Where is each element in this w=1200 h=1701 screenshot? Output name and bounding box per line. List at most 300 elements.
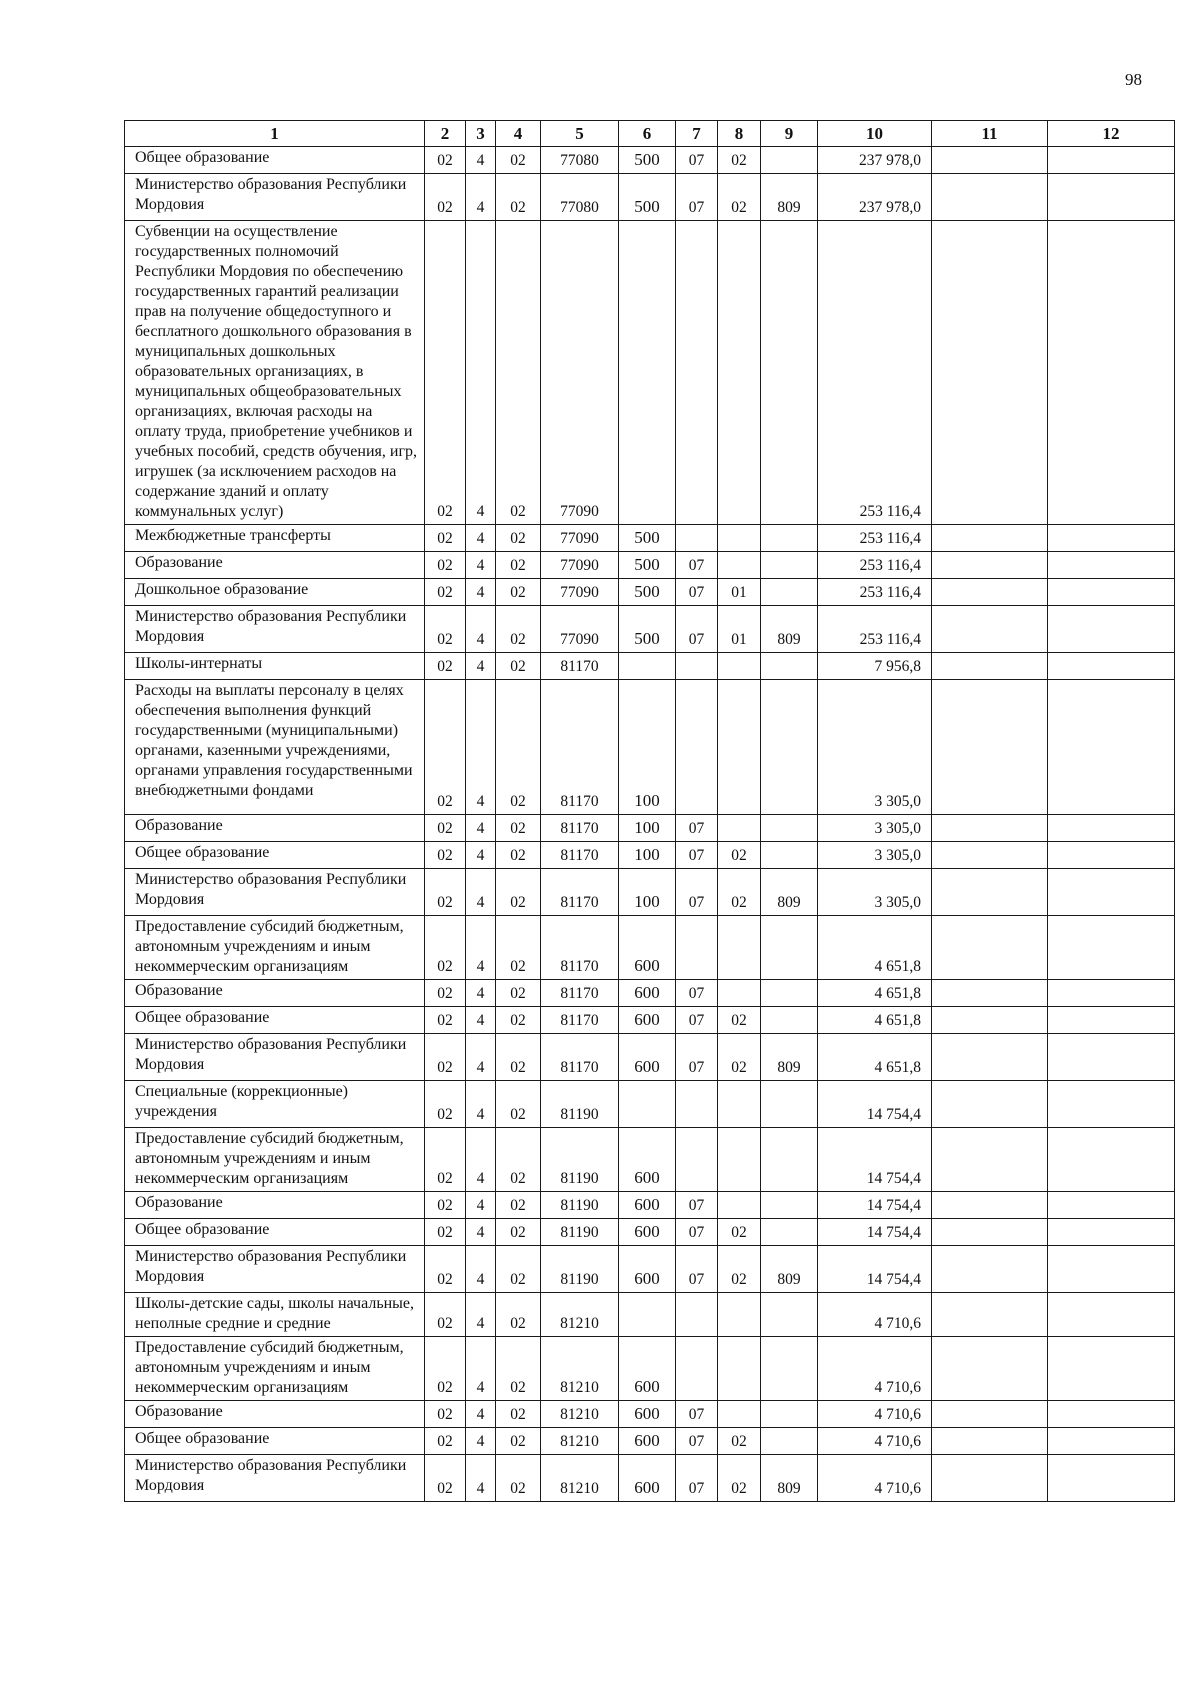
row-amount: 3 305,0: [818, 680, 932, 815]
cell-col-6: 500: [619, 606, 676, 653]
row-name: Общее образование: [125, 842, 425, 869]
cell-col-5: 81190: [541, 1246, 619, 1293]
cell-col-12: [1048, 815, 1175, 842]
cell-col-8: [718, 653, 761, 680]
cell-col-9: 809: [761, 1034, 818, 1081]
cell-col-7: 07: [676, 1007, 718, 1034]
row-name: Министерство образования Республики Мордовия: [125, 1246, 425, 1293]
row-amount: 14 754,4: [818, 1192, 932, 1219]
row-amount: 3 305,0: [818, 869, 932, 916]
cell-col-5: 81210: [541, 1337, 619, 1401]
cell-col-3: 4: [466, 1007, 496, 1034]
row-amount: 3 305,0: [818, 842, 932, 869]
cell-col-6: [619, 1293, 676, 1337]
table-row: [125, 1455, 1175, 1502]
row-amount: 14 754,4: [818, 1081, 932, 1128]
cell-col-11: [932, 1081, 1048, 1128]
cell-col-5: 81190: [541, 1128, 619, 1192]
table-row: [125, 1034, 1175, 1081]
cell-col-6: 600: [619, 1128, 676, 1192]
row-amount: 253 116,4: [818, 221, 932, 525]
cell-col-12: [1048, 869, 1175, 916]
cell-col-7: 07: [676, 147, 718, 174]
cell-col-12: [1048, 916, 1175, 980]
table-row: [125, 1219, 1175, 1246]
cell-col-6: 600: [619, 1246, 676, 1293]
cell-col-7: 07: [676, 1401, 718, 1428]
row-name: Общее образование: [125, 1428, 425, 1455]
cell-col-12: [1048, 980, 1175, 1007]
cell-col-4: 02: [496, 1455, 541, 1502]
cell-col-7: [676, 1337, 718, 1401]
column-header-2: 2: [425, 121, 466, 147]
cell-col-4: 02: [496, 916, 541, 980]
cell-col-11: [932, 680, 1048, 815]
cell-col-2: 02: [425, 1219, 466, 1246]
cell-col-7: 07: [676, 1428, 718, 1455]
cell-col-6: 600: [619, 1219, 676, 1246]
cell-col-7: 07: [676, 579, 718, 606]
cell-col-6: 600: [619, 1034, 676, 1081]
cell-col-12: [1048, 1219, 1175, 1246]
cell-col-12: [1048, 842, 1175, 869]
cell-col-8: [718, 1081, 761, 1128]
table-row: [125, 1293, 1175, 1337]
row-amount: 7 956,8: [818, 653, 932, 680]
row-amount: 4 710,6: [818, 1293, 932, 1337]
cell-col-4: 02: [496, 1246, 541, 1293]
cell-col-2: 02: [425, 1007, 466, 1034]
cell-col-3: 4: [466, 579, 496, 606]
cell-col-3: 4: [466, 1081, 496, 1128]
cell-col-5: 81210: [541, 1293, 619, 1337]
cell-col-4: 02: [496, 579, 541, 606]
cell-col-2: 02: [425, 1337, 466, 1401]
cell-col-3: 4: [466, 606, 496, 653]
cell-col-6: 500: [619, 174, 676, 221]
column-header-3: 3: [466, 121, 496, 147]
cell-col-7: 07: [676, 174, 718, 221]
cell-col-3: 4: [466, 680, 496, 815]
cell-col-12: [1048, 525, 1175, 552]
cell-col-2: 02: [425, 869, 466, 916]
cell-col-6: 100: [619, 815, 676, 842]
cell-col-6: 600: [619, 1337, 676, 1401]
cell-col-6: [619, 221, 676, 525]
cell-col-4: 02: [496, 1128, 541, 1192]
cell-col-11: [932, 869, 1048, 916]
row-name: Образование: [125, 815, 425, 842]
cell-col-7: [676, 680, 718, 815]
cell-col-4: 02: [496, 1192, 541, 1219]
cell-col-8: 02: [718, 1219, 761, 1246]
cell-col-11: [932, 1401, 1048, 1428]
cell-col-7: [676, 1081, 718, 1128]
cell-col-5: 77090: [541, 579, 619, 606]
cell-col-5: 77080: [541, 147, 619, 174]
row-name: Министерство образования Республики Мордовия: [125, 869, 425, 916]
table-row: [125, 552, 1175, 579]
table-row: [125, 147, 1175, 174]
table-row: [125, 174, 1175, 221]
cell-col-7: 07: [676, 552, 718, 579]
row-name: Общее образование: [125, 1219, 425, 1246]
cell-col-4: 02: [496, 1401, 541, 1428]
row-amount: 4 710,6: [818, 1337, 932, 1401]
cell-col-5: 77090: [541, 552, 619, 579]
column-header-10: 10: [818, 121, 932, 147]
cell-col-3: 4: [466, 1293, 496, 1337]
cell-col-11: [932, 1128, 1048, 1192]
cell-col-8: 01: [718, 606, 761, 653]
row-name: Министерство образования Республики Мордовия: [125, 606, 425, 653]
row-name: Расходы на выплаты персоналу в целях обеспечения выполнения функций государственными (муниципальными) органами, казенными учреждениями, органами управления государственными внебюджетными фондами: [125, 680, 425, 815]
cell-col-6: [619, 1081, 676, 1128]
cell-col-3: 4: [466, 980, 496, 1007]
cell-col-5: 81170: [541, 842, 619, 869]
page-number: 98: [1125, 70, 1142, 89]
table-row: [125, 1128, 1175, 1192]
cell-col-5: 81170: [541, 869, 619, 916]
cell-col-8: [718, 221, 761, 525]
row-name: Субвенции на осуществление государственных полномочий Республики Мордовия по обеспечению государственных гарантий реализации прав на получение общедоступного и бесплатного дошкольного образования в муниципальных дошкольных образовательных организациях, в муниципальных общеобразовательных организациях, включая расходы на оплату труда, приобретение учебников и учебных пособий, средств обучения, игр, игрушек (за исключением расходов на содержание зданий и оплату коммунальных услуг): [125, 221, 425, 525]
row-name: Образование: [125, 980, 425, 1007]
cell-col-7: 07: [676, 1455, 718, 1502]
cell-col-9: [761, 680, 818, 815]
row-name: Предоставление субсидий бюджетным, автономным учреждениям и иным некоммерческим организациям: [125, 1337, 425, 1401]
cell-col-4: 02: [496, 869, 541, 916]
cell-col-8: 02: [718, 1246, 761, 1293]
cell-col-2: 02: [425, 680, 466, 815]
cell-col-9: [761, 1401, 818, 1428]
cell-col-9: [761, 1293, 818, 1337]
cell-col-2: 02: [425, 653, 466, 680]
cell-col-2: 02: [425, 1034, 466, 1081]
cell-col-3: 4: [466, 1401, 496, 1428]
table-row: [125, 1428, 1175, 1455]
column-header-6: 6: [619, 121, 676, 147]
row-amount: 237 978,0: [818, 147, 932, 174]
row-name: Образование: [125, 552, 425, 579]
cell-col-2: 02: [425, 916, 466, 980]
cell-col-5: 81210: [541, 1428, 619, 1455]
cell-col-12: [1048, 1246, 1175, 1293]
budget-table: [124, 120, 1175, 1502]
cell-col-9: [761, 815, 818, 842]
cell-col-11: [932, 1293, 1048, 1337]
cell-col-8: 01: [718, 579, 761, 606]
cell-col-2: 02: [425, 221, 466, 525]
cell-col-7: [676, 1293, 718, 1337]
column-header-11: 11: [932, 121, 1048, 147]
cell-col-8: 02: [718, 1428, 761, 1455]
cell-col-6: 600: [619, 1401, 676, 1428]
cell-col-3: 4: [466, 1128, 496, 1192]
cell-col-3: 4: [466, 1219, 496, 1246]
cell-col-3: 4: [466, 1337, 496, 1401]
cell-col-3: 4: [466, 869, 496, 916]
cell-col-12: [1048, 1081, 1175, 1128]
row-name: Образование: [125, 1401, 425, 1428]
row-name: Министерство образования Республики Мордовия: [125, 1455, 425, 1502]
cell-col-9: 809: [761, 1455, 818, 1502]
cell-col-9: [761, 552, 818, 579]
cell-col-7: 07: [676, 842, 718, 869]
cell-col-3: 4: [466, 552, 496, 579]
cell-col-8: 02: [718, 1034, 761, 1081]
cell-col-11: [932, 1034, 1048, 1081]
cell-col-7: [676, 653, 718, 680]
cell-col-5: 81190: [541, 1192, 619, 1219]
row-name: Дошкольное образование: [125, 579, 425, 606]
cell-col-5: 81170: [541, 680, 619, 815]
cell-col-2: 02: [425, 1128, 466, 1192]
cell-col-11: [932, 842, 1048, 869]
cell-col-3: 4: [466, 916, 496, 980]
cell-col-3: 4: [466, 1428, 496, 1455]
cell-col-9: [761, 653, 818, 680]
cell-col-11: [932, 980, 1048, 1007]
row-name: Министерство образования Республики Мордовия: [125, 174, 425, 221]
cell-col-9: 809: [761, 606, 818, 653]
table-row: [125, 1007, 1175, 1034]
table-row: [125, 221, 1175, 525]
cell-col-2: 02: [425, 579, 466, 606]
column-header-12: 12: [1048, 121, 1175, 147]
row-name: Школы-детские сады, школы начальные, неполные средние и средние: [125, 1293, 425, 1337]
cell-col-4: 02: [496, 174, 541, 221]
cell-col-11: [932, 1455, 1048, 1502]
cell-col-5: 81190: [541, 1219, 619, 1246]
cell-col-3: 4: [466, 815, 496, 842]
cell-col-5: 81170: [541, 815, 619, 842]
cell-col-9: [761, 525, 818, 552]
row-amount: 14 754,4: [818, 1128, 932, 1192]
cell-col-4: 02: [496, 1081, 541, 1128]
cell-col-12: [1048, 606, 1175, 653]
cell-col-4: 02: [496, 1034, 541, 1081]
column-header-9: 9: [761, 121, 818, 147]
cell-col-7: 07: [676, 815, 718, 842]
column-header-4: 4: [496, 121, 541, 147]
cell-col-8: [718, 525, 761, 552]
cell-col-9: [761, 842, 818, 869]
cell-col-2: 02: [425, 147, 466, 174]
cell-col-3: 4: [466, 221, 496, 525]
row-amount: 4 710,6: [818, 1401, 932, 1428]
cell-col-9: [761, 147, 818, 174]
cell-col-5: 77090: [541, 525, 619, 552]
cell-col-6: 600: [619, 1455, 676, 1502]
cell-col-11: [932, 815, 1048, 842]
cell-col-9: [761, 1337, 818, 1401]
cell-col-3: 4: [466, 174, 496, 221]
row-amount: 253 116,4: [818, 525, 932, 552]
cell-col-9: [761, 1128, 818, 1192]
header-row: [125, 121, 1175, 147]
cell-col-9: [761, 1428, 818, 1455]
row-amount: 4 710,6: [818, 1428, 932, 1455]
cell-col-2: 02: [425, 1455, 466, 1502]
cell-col-8: [718, 916, 761, 980]
row-name: Школы-интернаты: [125, 653, 425, 680]
cell-col-6: 100: [619, 869, 676, 916]
cell-col-9: [761, 980, 818, 1007]
cell-col-12: [1048, 579, 1175, 606]
cell-col-6: 500: [619, 552, 676, 579]
cell-col-9: [761, 1219, 818, 1246]
cell-col-3: 4: [466, 1034, 496, 1081]
cell-col-11: [932, 1246, 1048, 1293]
cell-col-12: [1048, 147, 1175, 174]
cell-col-11: [932, 579, 1048, 606]
cell-col-6: 600: [619, 1007, 676, 1034]
cell-col-8: [718, 1293, 761, 1337]
cell-col-2: 02: [425, 606, 466, 653]
cell-col-7: 07: [676, 980, 718, 1007]
row-name: Министерство образования Республики Мордовия: [125, 1034, 425, 1081]
cell-col-7: 07: [676, 606, 718, 653]
cell-col-11: [932, 1219, 1048, 1246]
cell-col-12: [1048, 1401, 1175, 1428]
row-amount: 253 116,4: [818, 579, 932, 606]
row-name: Предоставление субсидий бюджетным, автономным учреждениям и иным некоммерческим организациям: [125, 916, 425, 980]
cell-col-5: 81170: [541, 1007, 619, 1034]
table-row: [125, 980, 1175, 1007]
table-row: [125, 525, 1175, 552]
cell-col-8: 02: [718, 842, 761, 869]
cell-col-6: 100: [619, 842, 676, 869]
cell-col-9: 809: [761, 1246, 818, 1293]
column-header-8: 8: [718, 121, 761, 147]
column-header-5: 5: [541, 121, 619, 147]
cell-col-5: 81190: [541, 1081, 619, 1128]
cell-col-11: [932, 552, 1048, 579]
cell-col-7: 07: [676, 1219, 718, 1246]
row-amount: 4 710,6: [818, 1455, 932, 1502]
cell-col-11: [932, 174, 1048, 221]
cell-col-5: 81170: [541, 653, 619, 680]
cell-col-8: [718, 680, 761, 815]
cell-col-6: 500: [619, 147, 676, 174]
cell-col-5: 81210: [541, 1401, 619, 1428]
cell-col-4: 02: [496, 525, 541, 552]
cell-col-9: [761, 916, 818, 980]
table-row: [125, 680, 1175, 815]
cell-col-6: 600: [619, 1428, 676, 1455]
cell-col-4: 02: [496, 680, 541, 815]
cell-col-4: 02: [496, 1337, 541, 1401]
cell-col-4: 02: [496, 1428, 541, 1455]
column-header-1: 1: [125, 121, 425, 147]
cell-col-11: [932, 1337, 1048, 1401]
cell-col-6: 600: [619, 980, 676, 1007]
cell-col-5: 81170: [541, 1034, 619, 1081]
table-row: [125, 606, 1175, 653]
cell-col-11: [932, 916, 1048, 980]
cell-col-8: 02: [718, 174, 761, 221]
cell-col-6: 100: [619, 680, 676, 815]
cell-col-6: 600: [619, 916, 676, 980]
cell-col-3: 4: [466, 525, 496, 552]
cell-col-4: 02: [496, 1293, 541, 1337]
cell-col-3: 4: [466, 1455, 496, 1502]
cell-col-11: [932, 1192, 1048, 1219]
cell-col-4: 02: [496, 1219, 541, 1246]
cell-col-12: [1048, 174, 1175, 221]
cell-col-11: [932, 1428, 1048, 1455]
table-row: [125, 916, 1175, 980]
cell-col-8: [718, 552, 761, 579]
table-row: [125, 1401, 1175, 1428]
cell-col-4: 02: [496, 221, 541, 525]
table-row: [125, 1081, 1175, 1128]
cell-col-11: [932, 525, 1048, 552]
cell-col-2: 02: [425, 1293, 466, 1337]
cell-col-7: [676, 221, 718, 525]
cell-col-2: 02: [425, 815, 466, 842]
cell-col-11: [932, 653, 1048, 680]
cell-col-12: [1048, 1128, 1175, 1192]
cell-col-4: 02: [496, 606, 541, 653]
cell-col-6: 500: [619, 579, 676, 606]
cell-col-3: 4: [466, 147, 496, 174]
cell-col-11: [932, 221, 1048, 525]
cell-col-12: [1048, 680, 1175, 815]
cell-col-5: 77080: [541, 174, 619, 221]
cell-col-4: 02: [496, 653, 541, 680]
row-name: Межбюджетные трансферты: [125, 525, 425, 552]
table-row: [125, 1192, 1175, 1219]
table-row: [125, 579, 1175, 606]
cell-col-5: 81170: [541, 916, 619, 980]
table-row: [125, 842, 1175, 869]
table-row: [125, 1337, 1175, 1401]
row-name: Образование: [125, 1192, 425, 1219]
cell-col-2: 02: [425, 1246, 466, 1293]
cell-col-8: 02: [718, 869, 761, 916]
row-name: Специальные (коррекционные) учреждения: [125, 1081, 425, 1128]
cell-col-7: 07: [676, 1192, 718, 1219]
table-row: [125, 1246, 1175, 1293]
cell-col-12: [1048, 653, 1175, 680]
table-body: [125, 147, 1175, 1502]
row-name: Общее образование: [125, 1007, 425, 1034]
column-header-7: 7: [676, 121, 718, 147]
cell-col-8: [718, 1401, 761, 1428]
cell-col-9: [761, 1192, 818, 1219]
cell-col-12: [1048, 221, 1175, 525]
cell-col-2: 02: [425, 1081, 466, 1128]
row-amount: 14 754,4: [818, 1219, 932, 1246]
cell-col-2: 02: [425, 1401, 466, 1428]
cell-col-12: [1048, 1428, 1175, 1455]
row-amount: 237 978,0: [818, 174, 932, 221]
cell-col-7: 07: [676, 1246, 718, 1293]
cell-col-12: [1048, 1007, 1175, 1034]
cell-col-7: [676, 525, 718, 552]
cell-col-11: [932, 1007, 1048, 1034]
cell-col-8: [718, 1192, 761, 1219]
cell-col-9: 809: [761, 869, 818, 916]
cell-col-8: 02: [718, 147, 761, 174]
cell-col-2: 02: [425, 174, 466, 221]
cell-col-8: [718, 980, 761, 1007]
cell-col-8: [718, 815, 761, 842]
row-amount: 253 116,4: [818, 552, 932, 579]
cell-col-9: [761, 1007, 818, 1034]
cell-col-3: 4: [466, 842, 496, 869]
